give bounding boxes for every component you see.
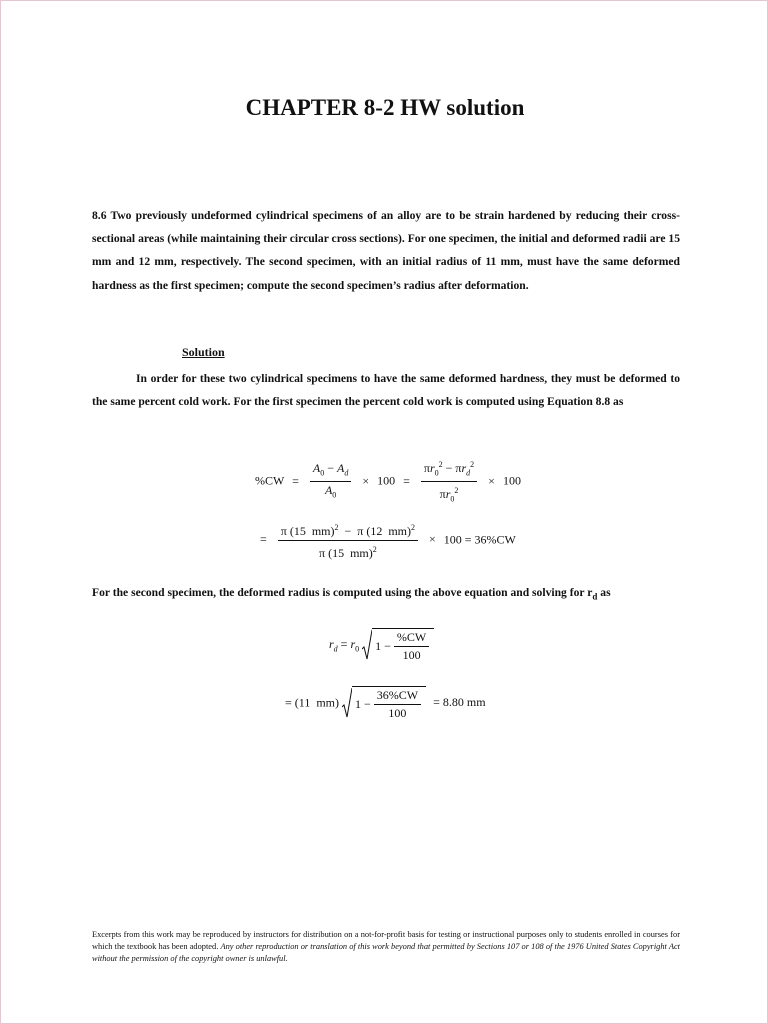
eq3-one-minus: 1 − — [375, 639, 391, 653]
para2-subscript: d — [592, 591, 598, 602]
equation-deformed-radius — [329, 628, 434, 663]
footer-normal-text: Excerpts from this work may be reproduced by instructors for distribution on a not-for-profit basis for testing or instructional purposes only to students enrolled in courses for which the textbook has been adopted. — [92, 930, 680, 952]
eq3-radicand — [372, 628, 434, 663]
eq1-equals: = — [292, 473, 299, 488]
eq2-numerator: π (15 mm)$^2$ − π (12 mm)$^2$ — [278, 520, 418, 541]
para2-end: as — [597, 586, 611, 599]
eq2-equals: = — [260, 532, 267, 547]
eq3-numerator: %CW — [394, 630, 429, 647]
para2-text: For the second specimen, the deformed radius is computed using the above equation and solving for r — [92, 586, 593, 599]
eq4-denominator: 100 — [388, 706, 407, 720]
footer-italic-text: Any other reproduction or translation of this work beyond that permitted by Sections 107 or 108 of the 1976 United States Copyright Act without the permission of the copyright owner is unlawful. — [92, 942, 680, 964]
page-title: CHAPTER 8-2 HW solution — [245, 95, 525, 120]
solution-paragraph-1: In order for these two cylindrical specimens to have the same deformed hardness, they must be deformed to the same percent cold work. For the first specimen the percent cold work is computed using Equation 8.8 as — [92, 372, 680, 409]
eq1-lhs: %CW — [255, 473, 285, 488]
eq4-radicand — [352, 686, 426, 721]
eq1-fraction-radii — [421, 457, 477, 507]
eq4-numerator: 36%CW — [374, 688, 421, 705]
sqrt-symbol-icon — [342, 687, 352, 721]
equation-percent-cold-work — [255, 457, 521, 507]
eq1-hundred: 100 — [377, 473, 396, 488]
eq4-result: = 8.80 mm — [433, 695, 486, 710]
eq1-frac1-numerator: $A_0 - A_d$ — [310, 461, 351, 482]
eq4-lhs: = (11 mm) — [285, 695, 339, 710]
solution-paragraph-2 — [92, 581, 680, 609]
solution-heading: Solution — [182, 345, 225, 359]
eq4-one-minus: 1 − — [354, 697, 371, 711]
equation-radius-result — [285, 686, 486, 721]
eq2-result: 100 = 36%CW — [443, 532, 516, 547]
eq1-times: × — [362, 473, 370, 488]
eq1-frac2-denominator: $\pi r_0^2$ — [439, 486, 459, 504]
eq1-frac2-numerator: $\pi r_0^2 - \pi r_d^2$ — [421, 457, 477, 482]
eq1-times-2: × — [488, 473, 495, 488]
eq3-fraction — [394, 630, 429, 663]
copyright-footer — [92, 929, 680, 966]
equation-cold-work-value — [255, 520, 516, 561]
eq2-fraction — [278, 520, 418, 561]
eq1-equals-2: = — [403, 473, 410, 488]
eq3-lhs: $r_d = r_0$ — [329, 637, 360, 654]
eq2-times: × — [429, 532, 436, 547]
eq1-fraction-areas — [310, 461, 351, 503]
eq2-denominator: π (15 mm)$^2$ — [319, 545, 377, 560]
eq4-square-root — [342, 686, 426, 721]
problem-statement: 8.6 Two previously undeformed cylindrical specimens of an alloy are to be strain hardened by reducing their cross-sectional areas (while maintaining their circular cross sections). For one specimen, the initial and deformed radii are 15 mm and 12 mm, respectively. The second specimen, with an initial radius of 11 mm, must have the same deformed hardness as the first specimen; compute the second specimen’s radius after deformation. — [92, 209, 680, 292]
eq3-square-root — [362, 628, 434, 663]
eq1-frac1-denominator: $A_0$ — [324, 483, 337, 500]
eq3-denominator: 100 — [402, 648, 421, 662]
sqrt-symbol-icon — [362, 629, 372, 663]
eq1-hundred-2: 100 — [502, 473, 521, 488]
eq4-fraction — [374, 688, 421, 721]
